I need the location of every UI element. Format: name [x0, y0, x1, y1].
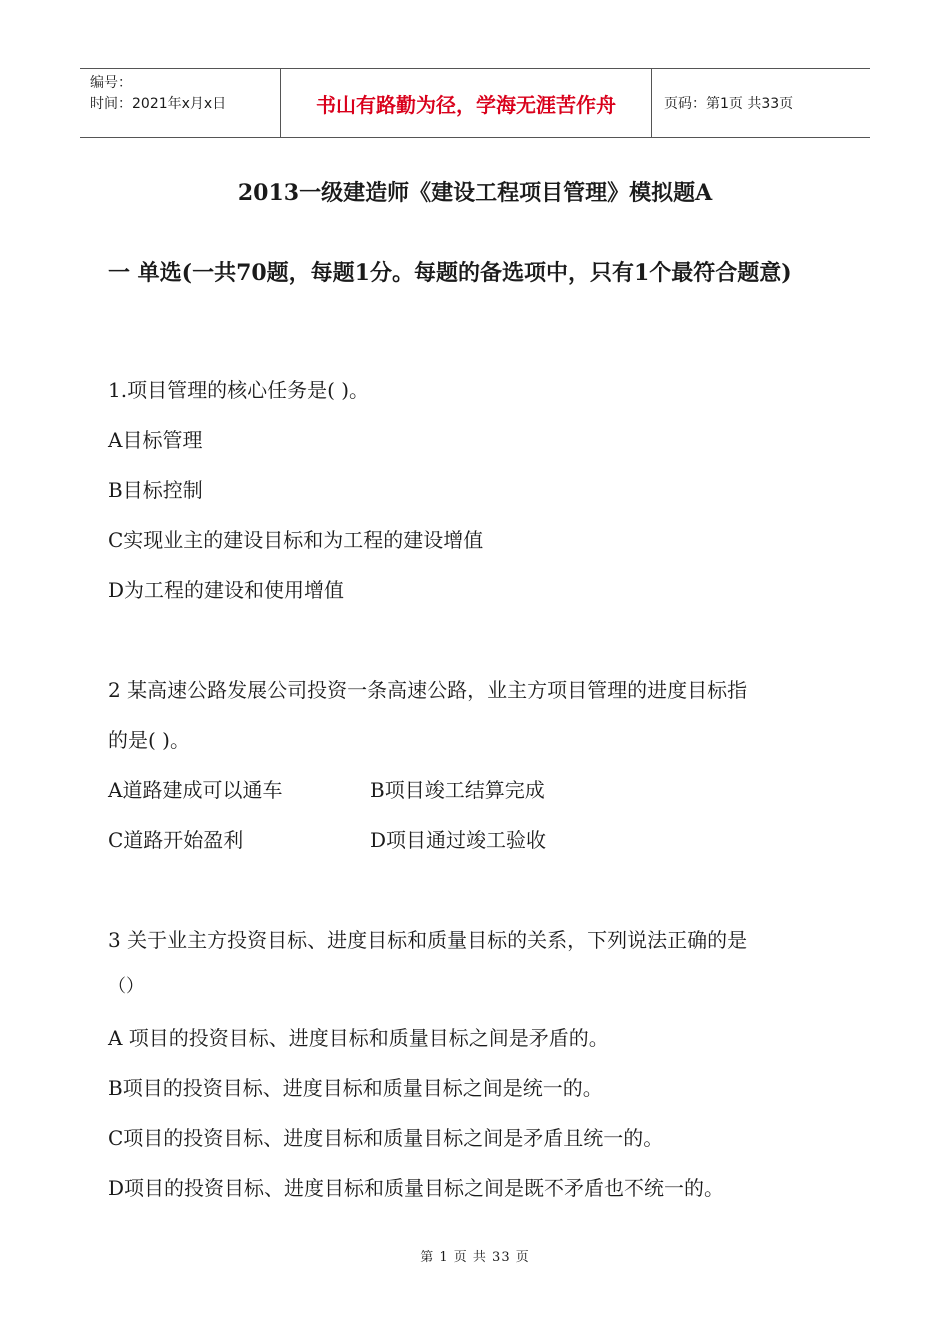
- section-heading: 一 单选(一共70题，每题1分。每题的备选项中，只有1个最符合题意): [108, 260, 792, 286]
- question-2-stem-line-2: 的是( )。: [108, 728, 190, 752]
- question-2-option-b: B项目竣工结算完成: [370, 778, 545, 802]
- question-1-option-b: B目标控制: [108, 478, 203, 502]
- question-1-option-d: D为工程的建设和使用增值: [108, 578, 345, 602]
- page-footer: 第 1 页 共 33 页: [420, 1250, 530, 1265]
- header-page-info: 页码：第1页 共33页: [664, 96, 794, 112]
- document-title: 2013一级建造师《建设工程项目管理》模拟题A: [237, 180, 713, 206]
- header-meta: [80, 69, 280, 137]
- header-motto: 书山有路勤为径，学海无涯苦作舟: [280, 69, 652, 137]
- question-3-option-b: B项目的投资目标、进度目标和质量目标之间是统一的。: [108, 1076, 603, 1100]
- question-2-option-d: D项目通过竣工验收: [370, 828, 547, 852]
- question-1-option-a: A目标管理: [108, 428, 203, 452]
- question-1-option-c: C实现业主的建设目标和为工程的建设增值: [108, 528, 484, 552]
- question-3-option-c: C项目的投资目标、进度目标和质量目标之间是矛盾且统一的。: [108, 1126, 664, 1150]
- page-header: [80, 68, 870, 138]
- number-label: 编号：: [90, 75, 132, 91]
- time-label: 时间：2021年x月x日: [90, 96, 227, 112]
- question-2-option-a: A道路建成可以通车: [108, 778, 283, 802]
- question-3-option-d: D项目的投资目标、进度目标和质量目标之间是既不矛盾也不统一的。: [108, 1176, 725, 1200]
- question-2-stem-line-1: 2 某高速公路发展公司投资一条高速公路，业主方项目管理的进度目标指: [108, 678, 748, 702]
- question-1-stem: 1.项目管理的核心任务是( )。: [108, 378, 370, 402]
- question-3-stem-line-1: 3 关于业主方投资目标、进度目标和质量目标的关系，下列说法正确的是: [108, 928, 748, 952]
- question-3-stem-line-2: （）: [108, 976, 144, 997]
- question-3-option-a: A 项目的投资目标、进度目标和质量目标之间是矛盾的。: [108, 1026, 609, 1050]
- question-2-option-c: C道路开始盈利: [108, 828, 244, 852]
